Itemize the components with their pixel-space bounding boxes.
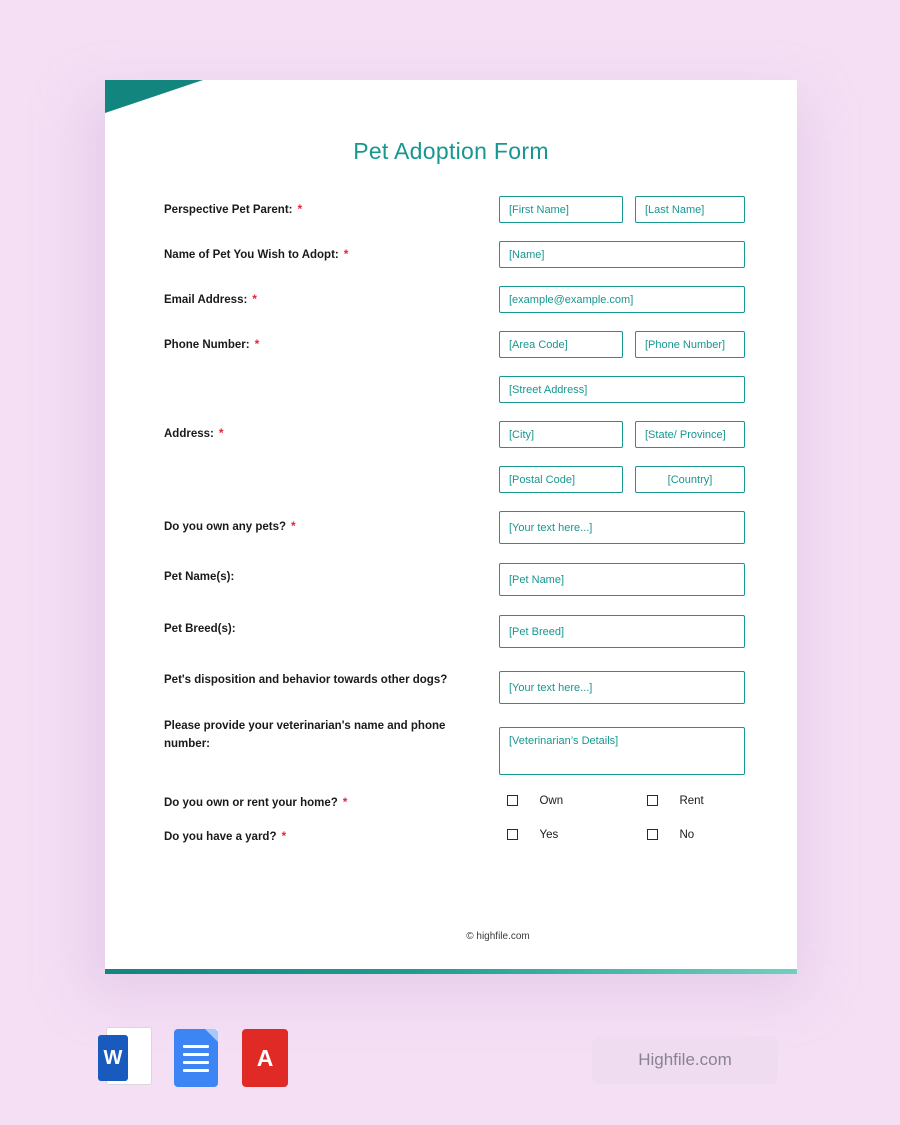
pet-name-wish-field[interactable]: [Name] (499, 241, 745, 268)
phone-number-field[interactable]: [Phone Number] (635, 331, 745, 358)
last-name-field[interactable]: [Last Name] (635, 196, 745, 223)
checkbox-label-own: Own (539, 794, 564, 807)
required-asterisk: * (343, 247, 349, 261)
checkbox-box-no[interactable] (647, 829, 658, 840)
pdf-icon[interactable] (238, 1027, 292, 1089)
veterinarian-details-field[interactable]: [Veterinarian’s Details] (499, 727, 745, 775)
label-address: Address: * (164, 426, 224, 440)
checkbox-box-own[interactable] (507, 795, 518, 806)
footer-credit: © highfile.com (466, 931, 530, 942)
required-asterisk: * (297, 202, 303, 216)
page-title: Pet Adoption Form (353, 138, 549, 164)
own-any-pets-field[interactable]: [Your text here...] (499, 511, 745, 544)
country-field[interactable]: [Country] (635, 466, 745, 493)
postal-code-field[interactable]: [Postal Code] (499, 466, 623, 493)
city-field[interactable]: [City] (499, 421, 623, 448)
checkbox-yes[interactable] (507, 826, 558, 844)
required-asterisk: * (254, 337, 260, 351)
checkbox-no[interactable] (647, 826, 694, 844)
label-pet-disposition: Pet's disposition and behavior towards other dogs? (164, 674, 448, 686)
label-email: Email Address: * (164, 292, 257, 306)
word-doc-icon[interactable] (98, 1027, 152, 1089)
pdf-icon-glyph: A (242, 1029, 288, 1087)
email-field[interactable]: [example@example.com] (499, 286, 745, 313)
file-format-icons (98, 1027, 292, 1089)
required-asterisk: * (291, 519, 296, 533)
checkbox-box-yes[interactable] (507, 829, 518, 840)
pet-breeds-field[interactable]: [Pet Breed] (499, 615, 745, 648)
pet-names-field[interactable]: [Pet Name] (499, 563, 745, 596)
checkbox-own[interactable] (507, 792, 563, 810)
label-pet-name-wish: Name of Pet You Wish to Adopt: * (164, 247, 349, 261)
checkbox-label-no: No (679, 828, 695, 841)
label-yard: Do you have a yard? * (164, 829, 287, 843)
checkbox-box-rent[interactable] (647, 795, 658, 806)
first-name-field[interactable]: [First Name] (499, 196, 623, 223)
label-pet-breeds: Pet Breed(s): (164, 623, 236, 635)
bottom-accent-bar (105, 969, 797, 974)
street-address-field[interactable]: [Street Address] (499, 376, 745, 403)
corner-triangle-decoration (105, 80, 203, 113)
checkbox-rent[interactable] (647, 792, 704, 810)
required-asterisk: * (218, 426, 224, 440)
required-asterisk: * (281, 829, 287, 843)
required-asterisk: * (252, 292, 257, 306)
required-asterisk: * (342, 795, 348, 809)
area-code-field[interactable]: [Area Code] (499, 331, 623, 358)
label-own-or-rent: Do you own or rent your home? * (164, 795, 348, 809)
word-doc-icon-glyph: W (98, 1035, 128, 1081)
label-pet-parent: Perspective Pet Parent: * (164, 202, 303, 216)
brand-watermark: Highfile.com (592, 1036, 778, 1084)
label-own-any-pets: Do you own any pets? * (164, 519, 296, 533)
label-pet-names: Pet Name(s): (164, 571, 235, 583)
checkbox-label-rent: Rent (679, 794, 704, 807)
document-sheet (105, 80, 797, 973)
pet-disposition-field[interactable]: [Your text here...] (499, 671, 745, 704)
google-docs-icon[interactable] (168, 1027, 222, 1089)
checkbox-label-yes: Yes (539, 828, 559, 841)
label-phone: Phone Number: * (164, 337, 260, 351)
state-province-field[interactable]: [State/ Province] (635, 421, 745, 448)
label-veterinarian: Please provide your veterinarian's name and phone number: (164, 720, 446, 750)
